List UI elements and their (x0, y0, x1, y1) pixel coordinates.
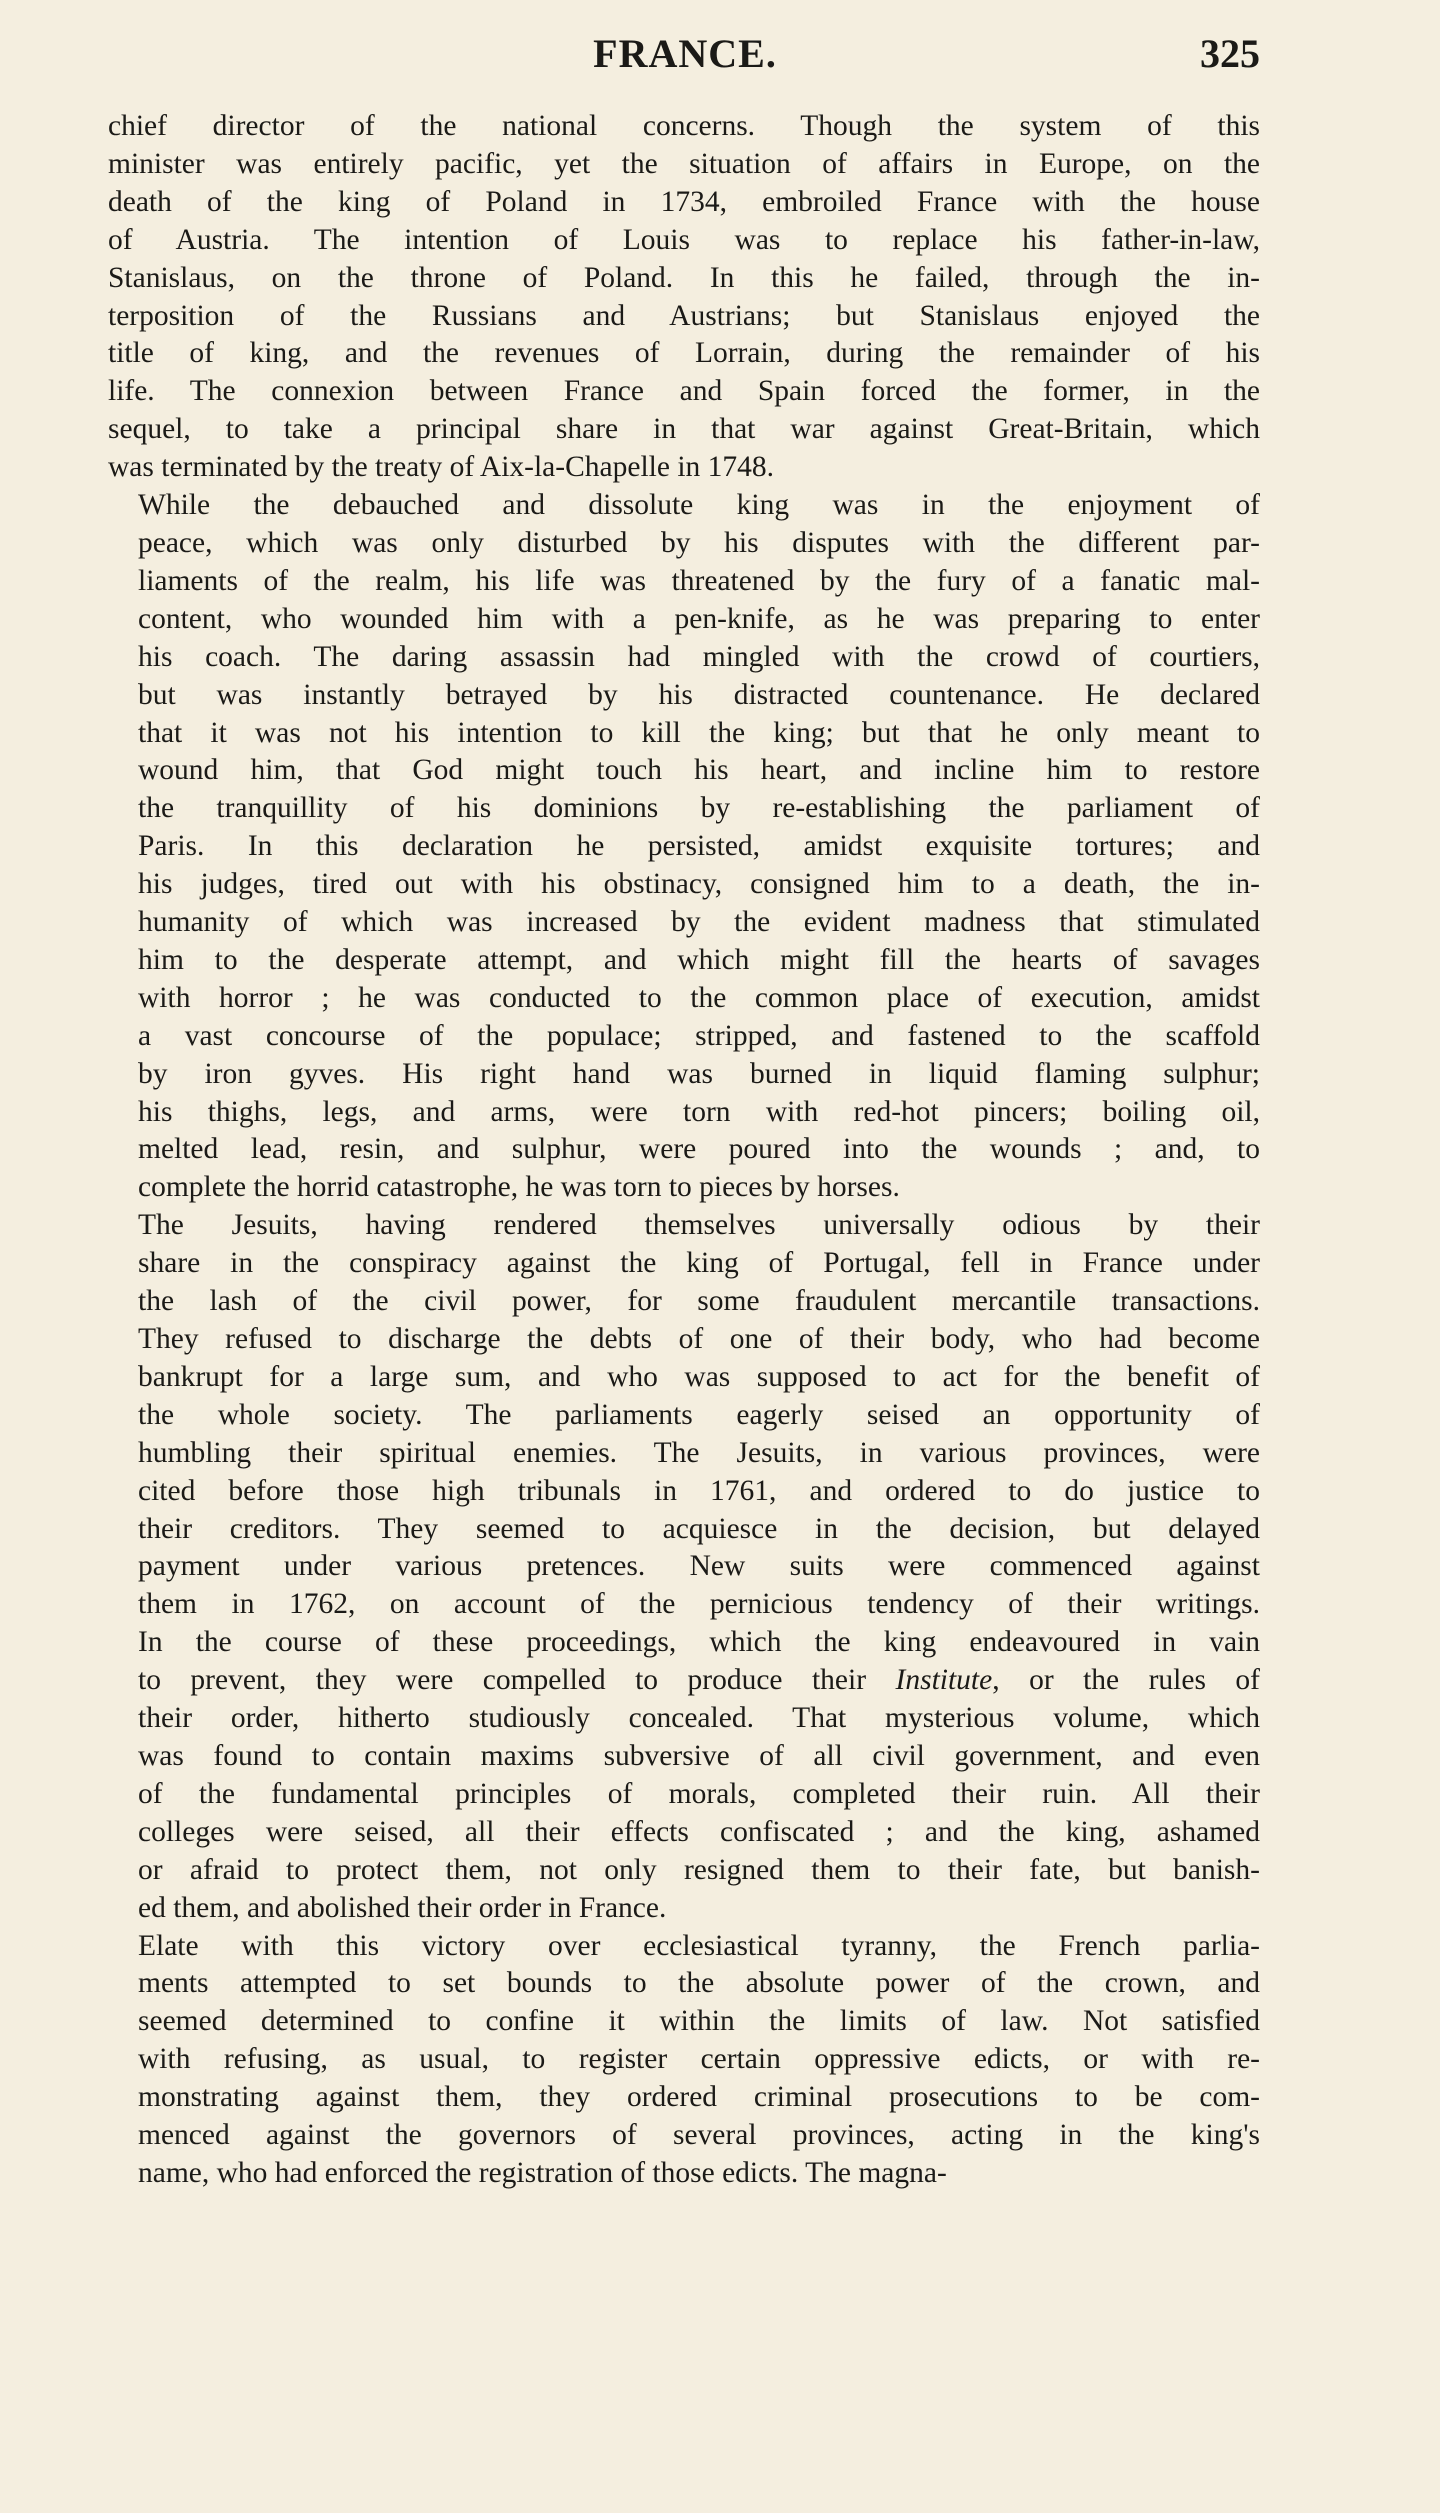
text-line: humbling their spiritual enemies. The Jesuits, in various provinces, were (138, 1436, 1260, 1469)
text-line: with refusing, as usual, to register certain oppressive edicts, or with re- (138, 2043, 1260, 2076)
page-title: FRANCE. (593, 31, 777, 76)
text-line: terposition of the Russians and Austrians; but Stanislaus enjoyed the (108, 299, 1260, 332)
text-line: They refused to discharge the debts of one of their body, who had become (138, 1323, 1260, 1355)
text-line: with horror ; he was conducted to the common place of execution, amidst (138, 981, 1260, 1014)
text-line: that it was not his intention to kill the king; but that he only meant to (138, 716, 1260, 749)
text-line: complete the horrid catastrophe, he was torn to pieces by horses. (138, 1171, 900, 1204)
text-line: his coach. The daring assassin had mingled with the crowd of courtiers, (138, 640, 1260, 673)
text-line: While the debauched and dissolute king was in the enjoyment of (138, 489, 1260, 522)
text-line: sequel, to take a principal share in that war against Great-Britain, which (108, 413, 1260, 446)
text-line: seemed determined to confine it within the limits of law. Not satisfied (138, 2005, 1260, 2038)
text-line: monstrating against them, they ordered criminal prosecutions to be com- (138, 2081, 1260, 2114)
text-line: menced against the governors of several provinces, acting in the king's (138, 2119, 1260, 2152)
text-line: the whole society. The parliaments eagerly seised an opportunity of (138, 1398, 1260, 1431)
body-text (108, 108, 1260, 2193)
text-line: content, who wounded him with a pen-knife, as he was preparing to enter (138, 602, 1260, 635)
paragraph (108, 108, 1260, 487)
text-line: of Austria. The intention of Louis was to replace his father-in-law, (108, 223, 1260, 256)
text-line: them in 1762, on account of the pernicious tendency of their writings. (138, 1588, 1260, 1621)
text-line: ed them, and abolished their order in France. (138, 1891, 667, 1924)
text-line: cited before those high tribunals in 1761, and ordered to do justice to (138, 1474, 1260, 1507)
text-line: Paris. In this declaration he persisted, amidst exquisite tortures; and (138, 830, 1260, 863)
text-line: his thighs, legs, and arms, were torn with red-hot pincers; boiling oil, (138, 1095, 1260, 1128)
paragraph (108, 1928, 1260, 2193)
text-line: of the fundamental principles of morals, completed their ruin. All their (138, 1777, 1260, 1810)
text-line: Stanislaus, on the throne of Poland. In this he failed, through the in- (108, 261, 1260, 294)
text-line: ments attempted to set bounds to the absolute power of the crown, and (138, 1967, 1260, 2000)
text-line: peace, which was only disturbed by his disputes with the different par- (138, 526, 1260, 559)
text-line: was found to contain maxims subversive of all civil government, and even (138, 1739, 1260, 1772)
text-line: but was instantly betrayed by his distracted countenance. He declared (138, 678, 1260, 711)
text-line: a vast concourse of the populace; stripped, and fastened to the scaffold (138, 1019, 1260, 1052)
page-number: 325 (1200, 31, 1260, 76)
paragraph (108, 1207, 1260, 1927)
text-line: payment under various pretences. New suits were commenced against (138, 1550, 1260, 1583)
text-line: their order, hitherto studiously concealed. That mysterious volume, which (138, 1702, 1260, 1735)
text-line: the lash of the civil power, for some fraudulent mercantile transactions. (138, 1285, 1260, 1318)
text-line: to prevent, they were compelled to produce their Institute, or the rules of (138, 1664, 1260, 1697)
text-line: share in the conspiracy against the king of Portugal, fell in France under (138, 1247, 1260, 1280)
text-line: the tranquillity of his dominions by re-establishing the parliament of (138, 792, 1260, 825)
text-line: was terminated by the treaty of Aix-la-Chapelle in 1748. (108, 451, 775, 484)
text-line: melted lead, resin, and sulphur, were poured into the wounds ; and, to (138, 1133, 1260, 1166)
paragraph (108, 487, 1260, 1207)
text-line: his judges, tired out with his obstinacy, consigned him to a death, the in- (138, 868, 1260, 901)
text-line: by iron gyves. His right hand was burned in liquid flaming sulphur; (138, 1057, 1260, 1090)
text-line: bankrupt for a large sum, and who was supposed to act for the benefit of (138, 1360, 1260, 1393)
text-line: death of the king of Poland in 1734, embroiled France with the house (108, 185, 1260, 218)
text-line: title of king, and the revenues of Lorrain, during the remainder of his (108, 337, 1260, 370)
text-line: their creditors. They seemed to acquiesce in the decision, but delayed (138, 1512, 1260, 1545)
text-line: The Jesuits, having rendered themselves universally odious by their (138, 1209, 1260, 1242)
text-line: him to the desperate attempt, and which might fill the hearts of savages (138, 943, 1260, 976)
text-line: life. The connexion between France and Spain forced the former, in the (108, 375, 1260, 408)
text-line: humanity of which was increased by the evident madness that stimulated (138, 906, 1260, 939)
text-line: colleges were seised, all their effects confiscated ; and the king, ashamed (138, 1815, 1260, 1848)
text-line: In the course of these proceedings, which the king endeavoured in vain (138, 1626, 1260, 1659)
running-header (110, 30, 1260, 90)
text-line: Elate with this victory over ecclesiastical tyranny, the French parlia- (138, 1929, 1260, 1962)
text-line: liaments of the realm, his life was threatened by the fury of a fanatic mal- (138, 564, 1260, 597)
text-line: or afraid to protect them, not only resigned them to their fate, but banish- (138, 1853, 1260, 1886)
text-line: minister was entirely pacific, yet the situation of affairs in Europe, on the (108, 147, 1260, 180)
text-line: chief director of the national concerns. Though the system of this (108, 110, 1260, 142)
text-line: wound him, that God might touch his heart, and incline him to restore (138, 754, 1260, 787)
text-line: name, who had enforced the registration of those edicts. The magna- (138, 2156, 947, 2189)
